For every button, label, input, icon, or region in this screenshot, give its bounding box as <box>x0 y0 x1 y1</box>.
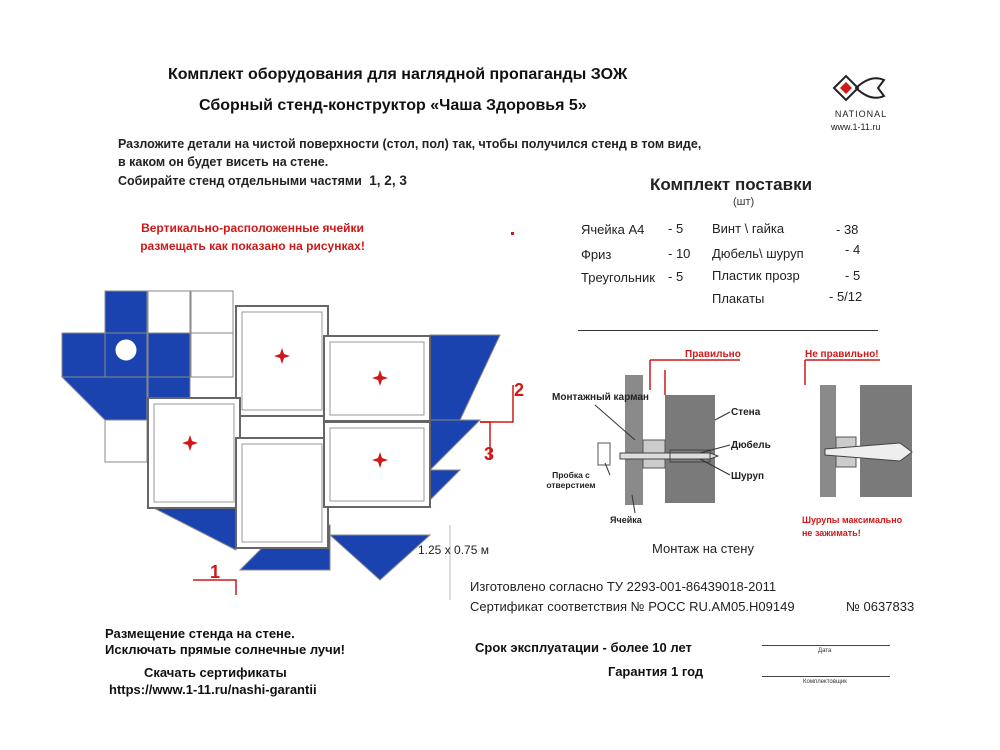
warning-line-2: не зажимать! <box>802 528 861 538</box>
vertical-note-line-1: Вертикально-расположенные ячейки <box>141 221 364 235</box>
diagram-frame <box>148 398 240 508</box>
correct-label: Правильно <box>685 349 741 360</box>
mounting-caption: Монтаж на стену <box>652 541 754 556</box>
diagram-triangle <box>62 377 147 420</box>
packer-label: Комплектовщик <box>803 679 847 685</box>
diagram-triangle <box>430 335 500 420</box>
kit-item-name: Треугольник <box>581 270 655 285</box>
dowel-label: Дюбель <box>731 440 771 451</box>
kit-item-name: Пластик прозр <box>712 268 800 283</box>
part-label-3: 3 <box>484 444 495 464</box>
wall-label: Стена <box>731 407 761 418</box>
diagram-frame <box>236 438 328 548</box>
diagram-blue-cell <box>105 291 147 333</box>
document-title: Комплект оборудования для наглядной пропаганды ЗОЖ <box>168 66 628 83</box>
document-subtitle: Сборный стенд-конструктор «Чаша Здоровья 5» <box>199 97 587 114</box>
kit-list <box>560 210 870 320</box>
wall-block <box>665 395 715 503</box>
diagram-white-cell <box>105 420 147 462</box>
plug-label: Пробка с отверстием <box>546 470 596 490</box>
stand-size: 1.25 x 0.75 м <box>418 543 489 557</box>
national-fish-icon <box>826 66 896 106</box>
brand-name: NATIONAL <box>834 109 888 119</box>
kit-item-name: Винт \ гайка <box>712 221 785 236</box>
diagram-white-cell <box>191 333 233 377</box>
kit-unit: (шт) <box>733 196 755 208</box>
diagram-frame <box>324 422 430 507</box>
instruction-line-2: в каком он будет висеть на стене. <box>118 155 329 169</box>
poster-face-icon <box>116 340 136 360</box>
tu-text: Изготовлено согласно ТУ 2293-001-86439018-2011 <box>470 579 777 594</box>
kit-item-qty: - 4 <box>845 242 861 257</box>
kit-item-name: Дюбель\ шуруп <box>712 246 804 261</box>
kit-title: Комплект поставки <box>650 175 813 194</box>
packer-line <box>762 676 890 677</box>
kit-item-name: Ячейка А4 <box>581 222 645 237</box>
date-line <box>762 645 890 646</box>
kit-item-qty: - 38 <box>836 222 859 237</box>
wrong-label: Не правильно! <box>805 349 879 360</box>
instruction-assemble-text: Собирайте стенд отдельными частями <box>118 174 362 188</box>
brand-url: www.1-11.ru <box>831 122 881 132</box>
warranty: Гарантия 1 год <box>608 664 704 679</box>
kit-item-qty: - 5 <box>668 221 684 236</box>
red-dot <box>511 232 514 235</box>
part-label-2: 2 <box>514 380 525 400</box>
part-label-1: 1 <box>210 562 221 582</box>
diagram-triangle <box>430 420 480 470</box>
warning-line-1: Шурупы максимально <box>802 515 903 525</box>
kit-item-name: Фриз <box>581 247 612 262</box>
kit-divider <box>578 330 878 331</box>
kit-item-qty: - 5 <box>845 268 861 283</box>
cell-label: Ячейка <box>610 515 642 525</box>
pocket-label: Монтажный карман <box>552 392 649 403</box>
screw-label: Шуруп <box>731 471 765 482</box>
placement-line-1: Размещение стенда на стене. <box>105 626 295 641</box>
diagram-triangle <box>148 505 236 550</box>
diagram-blue-cell <box>148 333 190 377</box>
placement-line-2: Исключать прямые солнечные лучи! <box>105 642 346 657</box>
wall-block-wrong <box>860 385 912 497</box>
kit-item-qty: - 10 <box>668 246 691 261</box>
diagram-triangle <box>430 470 460 500</box>
cell-profile-wrong <box>820 385 836 497</box>
kit-item-qty: - 5/12 <box>829 289 863 304</box>
certificate-text: Сертификат соответствия № РОСС RU.АМ05.Н09149 <box>470 599 795 614</box>
instruction-parts: 1, 2, 3 <box>369 173 407 188</box>
mounting-diagram <box>540 345 940 545</box>
kit-item-qty: - 5 <box>668 269 684 284</box>
kit-item-name: Плакаты <box>712 291 765 306</box>
diagram-white-cell <box>191 291 233 333</box>
stand-diagram <box>60 280 525 610</box>
vertical-cells-note <box>125 219 380 255</box>
diagram-white-cell <box>148 291 190 333</box>
download-label: Скачать сертификаты <box>144 665 287 680</box>
diagram-blue-cell <box>62 333 105 377</box>
certificates-link[interactable]: https://www.1-11.ru/nashi-garantii <box>109 682 317 697</box>
diagram-triangle <box>330 535 430 580</box>
vertical-note-line-2: размещать как показано на рисунках! <box>140 239 365 253</box>
date-label: Дата <box>818 648 832 654</box>
instruction-line-3 <box>118 172 407 190</box>
instruction-line-1: Разложите детали на чистой поверхности (стол, пол) так, чтобы получился стенд в том виде, <box>118 137 702 151</box>
service-life: Срок эксплуатации - более 10 лет <box>475 640 692 655</box>
certificate-number: № 0637833 <box>846 599 915 614</box>
